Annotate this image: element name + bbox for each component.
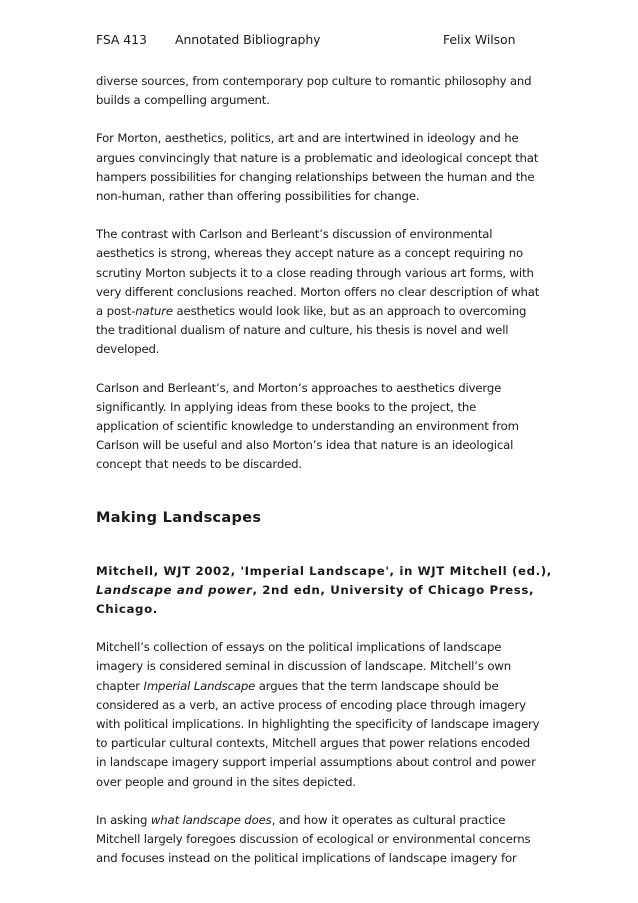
text-line: diverse sources, from contemporary pop culture to romantic philosophy and xyxy=(96,74,532,88)
header-title: Annotated Bibliography xyxy=(175,32,321,47)
text-line: builds a compelling argument. xyxy=(96,93,270,108)
text-run: chapter xyxy=(96,678,144,693)
text-line: to particular cultural contexts, Mitchell argues that power relations encoded xyxy=(96,736,531,751)
text-line xyxy=(96,677,546,696)
text-line xyxy=(96,811,546,830)
text-run: a post- xyxy=(96,304,136,319)
italic-term: Imperial Landscape xyxy=(143,678,256,693)
citation-line: Chicago. xyxy=(96,602,158,617)
italic-term: nature xyxy=(135,304,173,319)
text-line: application of scientific knowledge to understanding an environment from xyxy=(96,419,519,434)
text-line: and focuses instead on the political implications of landscape imagery for xyxy=(96,851,517,866)
italic-term: what landscape does xyxy=(150,812,272,827)
text-run: , and how it operates as cultural practice xyxy=(271,812,506,827)
text-line: For Morton, aesthetics, politics, art and are intertwined in ideology and he xyxy=(96,131,519,146)
text-line: very different conclusions reached. Morton offers no clear description of what xyxy=(96,284,540,299)
paragraph-6 xyxy=(96,811,546,869)
citation-line: Mitchell, WJT 2002, 'Imperial Landscape', in WJT Mitchell (ed.), xyxy=(96,563,552,578)
text-line xyxy=(96,302,546,321)
citation-book-title: Landscape and power xyxy=(96,582,253,597)
text-run: , 2nd edn, University of Chicago Press, xyxy=(252,582,535,597)
text-line: in landscape imagery support imperial assumptions about control and power xyxy=(96,755,536,770)
paragraph-1 xyxy=(96,72,546,110)
text-line: aesthetics is strong, whereas they accept nature as a concept requiring no xyxy=(96,246,523,261)
paragraph-4 xyxy=(96,379,546,475)
text-line: Carlson and Berleant’s, and Morton’s approaches to aesthetics diverge xyxy=(96,380,502,395)
text-line: over people and ground in the sites depicted. xyxy=(96,774,356,789)
text-line: Mitchell largely foregoes discussion of ecological or environmental concerns xyxy=(96,832,531,847)
document-page xyxy=(96,32,552,869)
text-line: imagery is considered seminal in discussion of landscape. Mitchell’s own xyxy=(96,659,511,674)
text-line: non-human, rather than offering possibilities for change. xyxy=(96,189,420,204)
page-header xyxy=(96,32,546,54)
text-run: argues that the term landscape should be xyxy=(255,678,499,693)
paragraph-5 xyxy=(96,638,546,792)
paragraph-3 xyxy=(96,225,546,359)
paragraph-2 xyxy=(96,129,546,206)
text-line: hampers possibilities for changing relationships between the human and the xyxy=(96,169,535,184)
section-heading: Making Landscapes xyxy=(96,509,262,526)
text-line: concept that needs to be discarded. xyxy=(96,457,302,472)
text-line: argues convincingly that nature is a problematic and ideological concept that xyxy=(96,150,539,165)
text-run: aesthetics would look like, but as an approach to overcoming xyxy=(172,304,527,319)
text-line: scrutiny Morton subjects it to a close reading through various art forms, with xyxy=(96,265,534,280)
text-run: In asking xyxy=(96,812,151,827)
text-line: The contrast with Carlson and Berleant’s discussion of environmental xyxy=(96,227,493,242)
text-line: considered as a verb, an active process of encoding place through imagery xyxy=(96,697,526,712)
citation xyxy=(96,562,552,620)
text-line: Mitchell’s collection of essays on the political implications of landscape xyxy=(96,640,502,655)
citation-line xyxy=(96,581,546,600)
text-line: developed. xyxy=(96,342,160,357)
text-line: the traditional dualism of nature and culture, his thesis is novel and well xyxy=(96,323,509,338)
text-line: Carlson will be useful and also Morton’s idea that nature is an ideological xyxy=(96,438,514,453)
text-line: with political implications. In highlighting the specificity of landscape imagery xyxy=(96,717,540,732)
header-course: FSA 413 xyxy=(96,32,147,47)
text-line: significantly. In applying ideas from these books to the project, the xyxy=(96,399,477,414)
header-author: Felix Wilson xyxy=(443,32,516,47)
